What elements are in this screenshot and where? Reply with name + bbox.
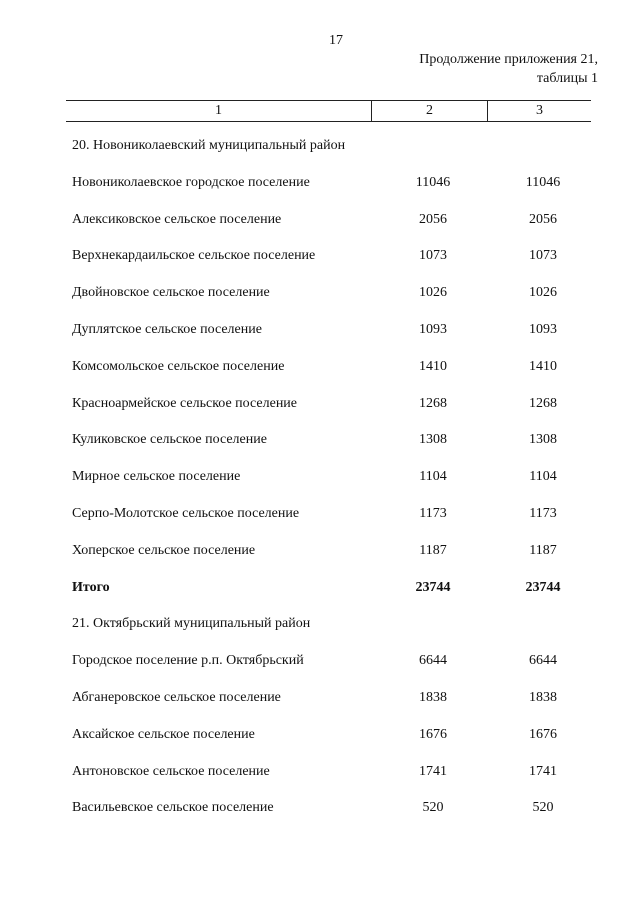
continuation-note <box>419 50 598 88</box>
row-label: Комсомольское сельское поселение <box>72 358 285 374</box>
table-row <box>0 349 640 386</box>
row-value-col-2: 11046 <box>415 174 451 190</box>
row-label: Серпо-Молотское сельское поселение <box>72 505 300 521</box>
row-value-col-2: 1187 <box>419 542 447 558</box>
row-value-col-3: 1187 <box>529 542 557 558</box>
row-value-col-3: 1676 <box>529 726 557 742</box>
row-value-col-2: 1104 <box>419 469 447 485</box>
row-value-col-3: 1741 <box>529 763 557 779</box>
table-row <box>0 165 640 202</box>
table-header <box>66 100 591 122</box>
continuation-line-1: Продолжение приложения 21, <box>419 52 598 67</box>
row-value-col-2: 1026 <box>419 285 447 301</box>
table-body <box>0 128 640 827</box>
row-label: 21. Октябрьский муниципальный район <box>72 616 311 632</box>
table-row <box>0 717 640 754</box>
row-value-col-2: 1093 <box>419 321 447 337</box>
row-value-col-2: 1308 <box>419 432 447 448</box>
row-value-col-2: 1268 <box>419 395 447 411</box>
row-value-col-2: 1676 <box>419 726 447 742</box>
row-value-col-3: 520 <box>532 800 554 816</box>
row-value-col-2: 1838 <box>419 689 447 705</box>
row-label: Аксайское сельское поселение <box>72 726 255 742</box>
row-value-col-2: 6644 <box>419 653 447 669</box>
row-label: Васильевское сельское поселение <box>72 800 274 816</box>
total-value-col-3: 23744 <box>525 579 561 595</box>
total-row <box>0 570 640 607</box>
row-label: Красноармейское сельское поселение <box>72 395 298 411</box>
header-col-3: 3 <box>536 103 543 118</box>
row-value-col-2: 1410 <box>419 358 447 374</box>
row-label: Двойновское сельское поселение <box>72 285 270 301</box>
row-value-col-3: 1268 <box>529 395 557 411</box>
row-value-col-3: 1838 <box>529 689 557 705</box>
row-value-col-3: 11046 <box>525 174 561 190</box>
row-label: Хоперское сельское поселение <box>72 542 256 558</box>
table-row <box>0 754 640 791</box>
row-label: Абганеровское сельское поселение <box>72 689 281 705</box>
row-value-col-3: 1308 <box>529 432 557 448</box>
row-value-col-3: 1173 <box>529 505 557 521</box>
row-label: Верхнекардаильское сельское поселение <box>72 248 316 264</box>
row-value-col-3: 1093 <box>529 321 557 337</box>
table-row <box>0 496 640 533</box>
table-row <box>0 202 640 239</box>
table-row <box>0 533 640 570</box>
table-row <box>0 238 640 275</box>
row-label: Мирное сельское поселение <box>72 469 241 485</box>
row-value-col-3: 1410 <box>529 358 557 374</box>
row-label: Алексиковское сельское поселение <box>72 211 282 227</box>
row-value-col-3: 1073 <box>529 248 557 264</box>
row-value-col-2: 1073 <box>419 248 447 264</box>
row-value-col-2: 1741 <box>419 763 447 779</box>
table-row <box>0 386 640 423</box>
row-label: Дуплятское сельское поселение <box>72 321 262 337</box>
row-label: Куликовское сельское поселение <box>72 432 267 448</box>
row-value-col-2: 1173 <box>419 505 447 521</box>
total-label: Итого <box>72 579 110 595</box>
row-label: 20. Новониколаевский муниципальный район <box>72 138 346 153</box>
row-value-col-3: 1026 <box>529 285 557 301</box>
total-value-col-2: 23744 <box>415 579 451 595</box>
row-value-col-3: 6644 <box>529 653 557 669</box>
row-label: Новониколаевское городское поселение <box>72 174 310 190</box>
row-value-col-2: 2056 <box>419 211 447 227</box>
row-value-col-3: 1104 <box>529 469 557 485</box>
table-row <box>0 422 640 459</box>
table-row <box>0 275 640 312</box>
table-row <box>0 680 640 717</box>
continuation-line-2: таблицы 1 <box>536 71 598 86</box>
table-row <box>0 790 640 827</box>
table-row <box>0 312 640 349</box>
row-label: Городское поселение р.п. Октябрьский <box>72 653 304 669</box>
header-col-1: 1 <box>66 101 372 121</box>
page-number: 17 <box>329 33 343 48</box>
row-value-col-3: 2056 <box>529 211 557 227</box>
row-label: Антоновское сельское поселение <box>72 763 270 779</box>
table-row <box>0 459 640 496</box>
row-value-col-2: 520 <box>422 800 444 816</box>
table-row <box>0 606 640 643</box>
table-row <box>0 643 640 680</box>
table-row <box>0 128 640 165</box>
header-col-2: 2 <box>372 101 488 121</box>
